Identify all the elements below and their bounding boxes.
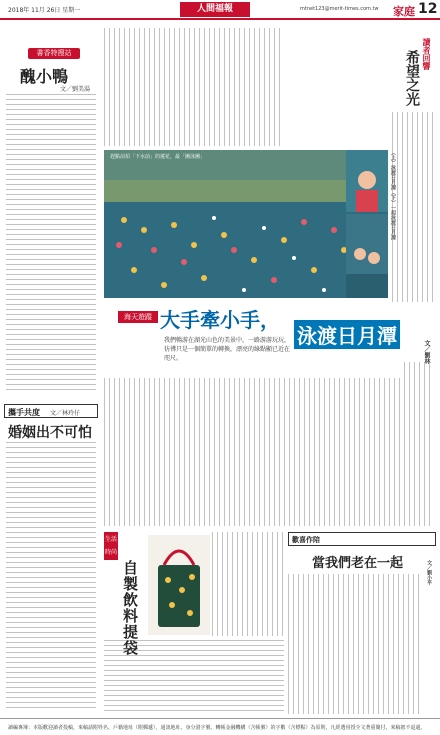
diy-bag-photo xyxy=(148,535,210,635)
column-body xyxy=(6,94,96,394)
diy-body xyxy=(104,640,284,712)
feature-title-right: 泳渡日月潭 xyxy=(294,320,400,349)
diy-tag-line2: 時尚 xyxy=(104,549,117,556)
side-photo-caption: （上）泳渡日月潭（下）一起泳渡日月潭 xyxy=(390,150,396,240)
newspaper-logo: 人間福報 xyxy=(180,2,250,17)
feature-body xyxy=(104,378,404,526)
page-header xyxy=(0,0,440,20)
family-title: 婚姻出不可怕 xyxy=(8,425,92,441)
diy-title: 自製飲料提袋 xyxy=(121,560,139,656)
contact-url: mtnet123@merit-times.com.tw xyxy=(300,6,379,12)
column-title: 醜小鴨 xyxy=(20,67,69,86)
old-author: 文／劉小平 xyxy=(426,560,432,585)
side-photo-bottom xyxy=(346,214,388,298)
family-tag: 攜手共度 xyxy=(8,408,40,417)
side-photo-top xyxy=(346,150,388,212)
old-body xyxy=(288,574,422,714)
section-name: 家庭 xyxy=(393,5,415,18)
side-column-text xyxy=(392,112,436,302)
diy-body-right xyxy=(212,532,284,636)
feature-title-left: 大手牽小手， xyxy=(160,308,280,332)
feature-lede: 我們暢游在湖光山色的美景中，一路游游玩玩，彷彿只是一個簡單的轉換，漂亮的綠點顯已近在咫尺。 xyxy=(164,337,291,362)
side-tag: 讀者回響 xyxy=(422,38,432,70)
issue-date: 2018年 11月 26日 星期一 xyxy=(8,7,81,14)
feature-author: 文／劉林 xyxy=(423,340,430,364)
photo-caption: 趕點前拍「下水前」的蓮花，最「團泳團」 xyxy=(110,154,206,160)
family-body xyxy=(6,442,96,712)
middle-upper-text xyxy=(104,28,282,146)
column-author: 文／劉美湯 xyxy=(60,86,91,93)
page-footer: 讀編專簿：本版歡迎讀者投稿，來稿請附姓名、戶籍地址（附郵遞），通訊地址、身分證字號、轉帳金融機構（含帳號）的字數（含標點）為原則，凡經選用授全文著重簡付，來稿恕不退還。 xyxy=(0,718,440,735)
diy-tag xyxy=(104,532,118,560)
old-title: 當我們老在一起 xyxy=(312,556,404,571)
diy-tag-line1: 生活 xyxy=(104,536,117,543)
family-author: 文／林玲仔 xyxy=(50,410,81,417)
column-tag: 書香特搜站 xyxy=(28,48,80,59)
feature-tag: 海天遊蹤 xyxy=(118,311,158,323)
side-title: 希望之光 xyxy=(404,50,420,106)
feature-body-right xyxy=(404,362,434,526)
page-number: 12 xyxy=(418,1,438,17)
old-tag: 歡喜作陪 xyxy=(292,536,320,544)
